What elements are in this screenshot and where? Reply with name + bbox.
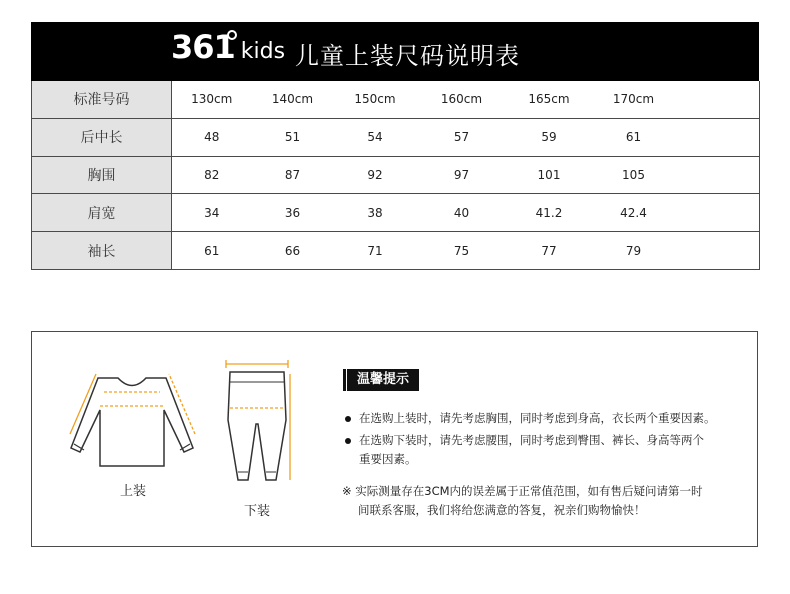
table-row [32, 118, 760, 156]
row-label: 胸围 [32, 156, 172, 194]
table-cell: 36 [252, 194, 334, 232]
table-cell: 41.2 [507, 194, 592, 232]
table-cell: 61 [592, 118, 676, 156]
table-cell: 57 [417, 118, 507, 156]
table-cell: 75 [417, 232, 507, 270]
tip-top-text: 在选购上装时，请先考虑胸围，同时考虑到身高，衣长两个重要因素。 [359, 411, 716, 425]
degree-mark [227, 30, 237, 40]
table-cell: 150cm [334, 81, 417, 118]
table-row [32, 194, 760, 232]
table-spacer-cell [676, 81, 760, 118]
notes-panel [31, 331, 758, 547]
bullet-dot [345, 438, 351, 444]
table-cell: 92 [334, 156, 417, 194]
table-cell: 66 [252, 232, 334, 270]
header-banner [31, 22, 759, 81]
measurement-note [342, 482, 752, 520]
table-cell: 79 [592, 232, 676, 270]
bullet-dot [345, 416, 351, 422]
table-cell: 165cm [507, 81, 592, 118]
table-cell: 59 [507, 118, 592, 156]
row-label: 肩宽 [32, 194, 172, 232]
table-cell: 71 [334, 232, 417, 270]
table-row [32, 232, 760, 270]
row-label: 标准号码 [32, 81, 172, 118]
table-row [32, 81, 760, 118]
tip-bottom-text-1: 在选购下装时，请先考虑腰围，同时考虑到臀围、裤长、身高等两个 [359, 433, 704, 447]
row-label: 袖长 [32, 232, 172, 270]
table-cell: 140cm [252, 81, 334, 118]
table-spacer-cell [676, 118, 760, 156]
table-cell: 87 [252, 156, 334, 194]
table-cell: 42.4 [592, 194, 676, 232]
row-label: 后中长 [32, 118, 172, 156]
tip-bottom-text-2: 重要因素。 [359, 452, 417, 466]
table-cell: 170cm [592, 81, 676, 118]
top-garment-label: 上装 [120, 484, 147, 499]
table-cell: 82 [172, 156, 252, 194]
table-cell: 51 [252, 118, 334, 156]
tips-title: 温馨提示 [347, 369, 419, 391]
table-cell: 130cm [172, 81, 252, 118]
tip-top-garment [345, 409, 745, 428]
table-cell: 101 [507, 156, 592, 194]
table-cell: 40 [417, 194, 507, 232]
table-cell: 38 [334, 194, 417, 232]
table-spacer-cell [676, 194, 760, 232]
table-row [32, 156, 760, 194]
note-line-1: ※ 实际测量存在3CM内的误差属于正常值范围，如有售后疑问请第一时 [342, 484, 703, 498]
table-spacer-cell [676, 156, 760, 194]
brand-logo [171, 28, 285, 66]
table-cell: 160cm [417, 81, 507, 118]
table-cell: 105 [592, 156, 676, 194]
brand-kids: kids [240, 39, 286, 64]
table-cell: 77 [507, 232, 592, 270]
bottom-garment-label: 下装 [244, 504, 271, 519]
note-line-2: 间联系客服，我们将给您满意的答复，祝亲们购物愉快！ [358, 503, 646, 517]
bottom-garment-diagram [222, 360, 292, 490]
page-title: 儿童上装尺码说明表 [295, 42, 520, 70]
table-cell: 61 [172, 232, 252, 270]
table-cell: 34 [172, 194, 252, 232]
table-cell: 48 [172, 118, 252, 156]
top-garment-diagram [60, 368, 205, 473]
brand-number: 361 [171, 28, 235, 66]
table-cell: 54 [334, 118, 417, 156]
tip-bottom-garment [345, 431, 745, 469]
table-cell: 97 [417, 156, 507, 194]
table-spacer-cell [676, 232, 760, 270]
size-chart-table [31, 81, 760, 270]
